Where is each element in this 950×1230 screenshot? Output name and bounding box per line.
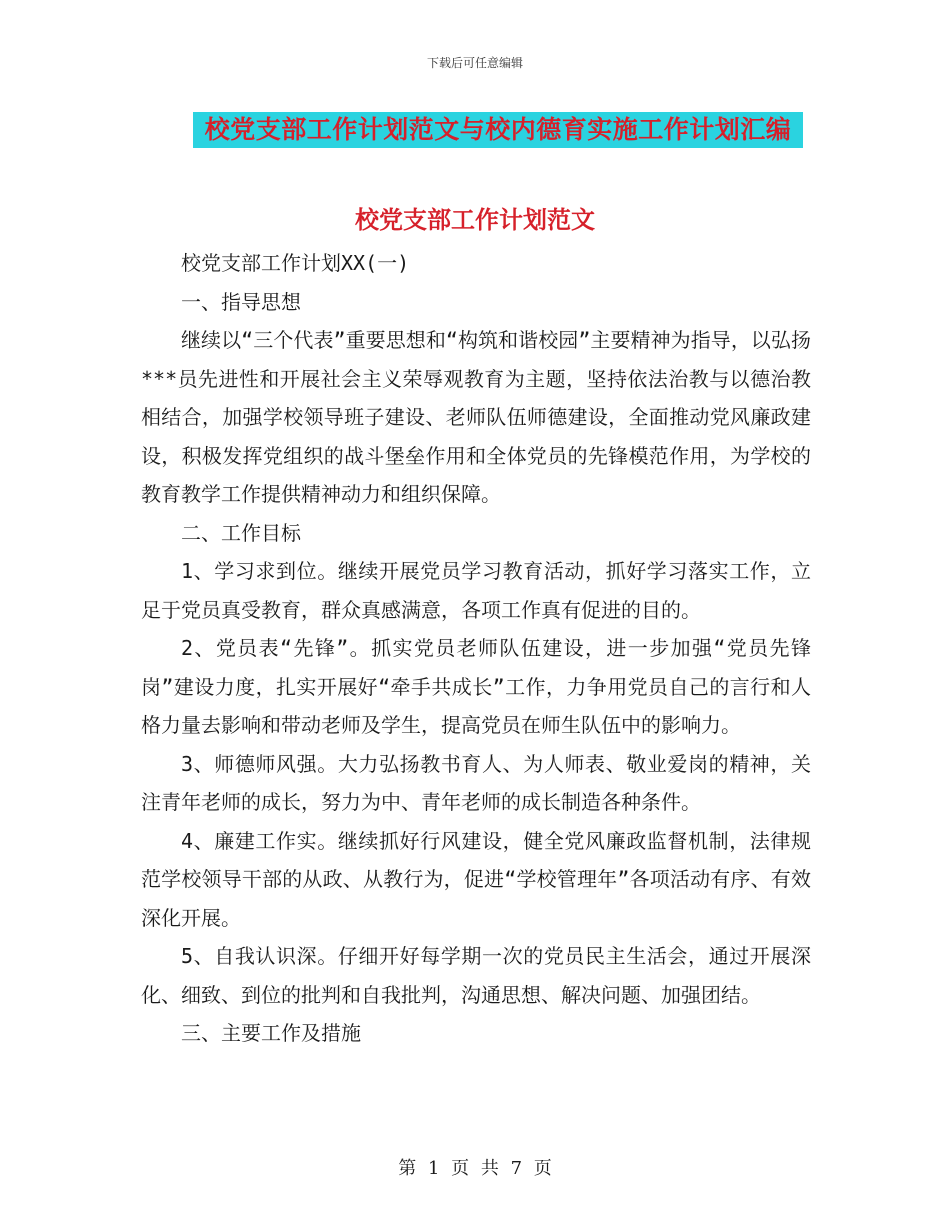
main-title: 校党支部工作计划范文与校内德育实施工作计划汇编 bbox=[204, 115, 792, 144]
paragraph-goal-1: 1、学习求到位。继续开展党员学习教育活动，抓好学习落实工作，立足于党员真受教育，群众真感满意，各项工作真有促进的目的。 bbox=[141, 559, 811, 622]
paragraph-heading-measures: 三、主要工作及措施 bbox=[181, 1021, 361, 1045]
paragraph-goal-3: 3、师德师风强。大力弘扬教书育人、为人师表、敬业爱岗的精神，关注青年老师的成长，努力为中、青年老师的成长制造各种条件。 bbox=[141, 751, 811, 814]
paragraph-goal-2: 2、党员表“先锋”。抓实党员老师队伍建设，进一步加强“党员先锋岗”建设力度，扎实开展好“牵手共成长”工作，力争用党员自己的言行和人格力量去影响和带动老师及学生，提高党员在师生队伍中的影响力。 bbox=[141, 636, 811, 737]
paragraph-heading-goals: 二、工作目标 bbox=[181, 520, 301, 545]
paragraph-heading-guiding: 一、指导思想 bbox=[181, 289, 301, 314]
paragraph-guiding-text: 继续以“三个代表”重要思想和“构筑和谐校园”主要精神为指导，以弘扬***员先进性和开展社会主义荣辱观教育为主题，坚持依法治教与以德治教相结合，加强学校领导班子建设、老师队伍师德建设，全面推动党风廉政建设，积极发挥党组织的战斗堡垒作用和全体党员的先锋模范作用，为学校的教育教学工作提供精神动力和组织保障。 bbox=[141, 328, 811, 506]
paragraph-plan-heading: 校党支部工作计划XX(一) bbox=[181, 251, 410, 275]
page-footer: 第 1 页 共 7 页 bbox=[398, 1158, 552, 1179]
header-note: 下载后可任意编辑 bbox=[426, 56, 523, 70]
paragraph-goal-5: 5、自我认识深。仔细开好每学期一次的党员民主生活会，通过开展深化、细致、到位的批判和自我批判，沟通思想、解决问题、加强团结。 bbox=[141, 944, 811, 1007]
section-title: 校党支部工作计划范文 bbox=[355, 205, 595, 234]
document-body bbox=[141, 244, 811, 1053]
paragraph-goal-4: 4、廉建工作实。继续抓好行风建设，健全党风廉政监督机制，法律规范学校领导干部的从政、从教行为，促进“学校管理年”各项活动有序、有效深化开展。 bbox=[141, 828, 811, 930]
